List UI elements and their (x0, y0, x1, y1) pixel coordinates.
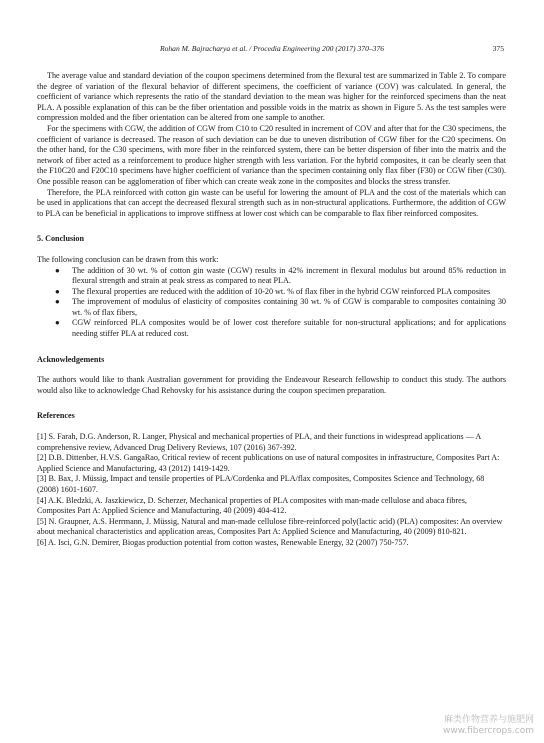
paragraph-applications: Therefore, the PLA reinforced with cotton gin waste can be useful for lowering the amount of PLA and the cost of the materials which can be used in applications that can accept the decreased flexural strength such as in non-structural applications. Furthermore, the addition of CGW to PLA can be beneficial in applications to improve stiffness at lower cost which can be comparable to flax fiber reinforced composites. (37, 187, 506, 218)
references-heading: References (37, 411, 75, 421)
list-item (37, 266, 506, 287)
list-item-text: The addition of 30 wt. % of cotton gin waste (CGW) results in 42% increment in flexural modulus but around 85% reduction in flexural strength and strain at peak stress as compared to neat PLA. (72, 265, 506, 286)
running-head-text: Rohan M. Bajracharya et al. / Procedia Engineering 200 (2017) 370–376 (159, 44, 385, 53)
conclusion-intro: The following conclusion can be drawn from this work: (37, 254, 219, 264)
reference-item: [2] D.B. Dittenber, H.V.S. GangaRao, Critical review of recent publications on use of natural composites in infrastructure, Composites Part A: Applied Science and Manufacturing, 43 (2012) 1419-1429. (37, 453, 500, 473)
bullet-icon: ● (55, 318, 60, 328)
list-item-text: CGW reinforced PLA composites would be of lower cost therefore suitable for non-structural applications; and for applications needing stiffer PLA at reduced cost. (72, 318, 506, 339)
list-item-text: The improvement of modulus of elasticity of composites containing 30 wt. % of CGW is comparable to composites containing 30 wt. % of flax fibers, (72, 297, 506, 317)
reference-item: [3] B. Bax, J. Müssig, Impact and tensile properties of PLA/Cordenka and PLA/flax composites, Composites Science and Technology, 68 (2008) 1601-1607. (37, 474, 485, 494)
list-item (37, 287, 506, 298)
article-body (37, 71, 506, 549)
acknowledgements-heading: Acknowledgements (37, 354, 105, 364)
acknowledgements-text: The authors would like to thank Australian government for providing the Endeavour Research fellowship to conduct this study. The authors would also like to acknowledge Chad Rehovsky for his assistance during the coupon specimen preparation. (37, 375, 506, 395)
paragraph-flexural-summary: The average value and standard deviation of the coupon specimens determined from the flexural test are summarized in Table 2. To compare the degree of variation of the flexural behavior of different specimens, the coefficient of variance (COV) was calculated. In general, the coefficient of variance which represents the ratio of the standard deviation to the mean was higher for the reinforced specimens than the neat PLA. A possible explanation of this can be the fiber orientation and possible voids in the matrix as shown in Figure 5. As the test samples were compression molded and the fiber orientation can be altered from one sample to another. (37, 71, 506, 123)
page-number: 375 (492, 44, 504, 53)
list-item-text: The flexural properties are reduced with the addition of 10-20 wt. % of flax fiber in the hybrid CGW reinforced PLA composites (72, 286, 491, 296)
running-head (0, 44, 544, 53)
watermark (443, 715, 534, 737)
reference-item: [4] A.K. Bledzki, A. Jaszkiewicz, D. Scherzer, Mechanical properties of PLA composites with man-made cellulose and abaca fibres, Composites Part A: Applied Science and Manufacturing, 40 (2009) 404-412. (37, 495, 467, 516)
watermark-line2: www.fibercrops.com (443, 726, 534, 736)
reference-item: [5] N. Graupner, A.S. Herrmann, J. Müssig, Natural and man-made cellulose fibre-reinforced poly(lactic acid) (PLA) composites: An overview about mechanical characteristics and application areas, Composites Part A: Applied Science and Manufacturing, 40 (2009) 810-821. (37, 516, 503, 537)
reference-item: [1] S. Farah, D.G. Anderson, R. Langer, Physical and mechanical properties of PLA, and their functions in widespread applications — A comprehensive review, Advanced Drug Delivery Reviews, 107 (2016) 367-392. (37, 432, 481, 452)
conclusion-heading: 5. Conclusion (37, 234, 84, 244)
references-list (37, 432, 506, 549)
watermark-line1: 麻类作物营养与施肥网 (443, 715, 534, 725)
paragraph-cgw-specimens: For the specimens with CGW, the addition of CGW from C10 to C20 resulted in increment of COV and after that for the C30 specimens, the coefficient of variance is decreased. The reason of such deviation can be due to uneven distribution of CGW fiber for the C20 specimens. On the other hand, for the C30 specimens, with more fiber in the reinforced system, there can be better dispersion of fiber into the matrix and the network of fiber acted as a reinforcement to produce higher strength with less variation. For the hybrid composites, it can be clearly seen that the F10C20 and F20C10 specimens have higher coefficient of variance than the specimen containing only flax fiber (F30) or CGW fiber (C30). One possible reason can be agglomeration of fiber which can create weak zone in the composites and blocks the stress transfer. (37, 123, 506, 186)
reference-item: [6] A. Isci, G.N. Demirer, Biogas production potential from cotton wastes, Renewable Energy, 32 (2007) 750-757. (37, 537, 409, 547)
list-item (37, 318, 506, 339)
bullet-icon: ● (55, 265, 60, 275)
conclusion-list (37, 266, 506, 340)
bullet-icon: ● (55, 286, 60, 296)
bullet-icon: ● (55, 297, 60, 307)
list-item (37, 297, 506, 318)
